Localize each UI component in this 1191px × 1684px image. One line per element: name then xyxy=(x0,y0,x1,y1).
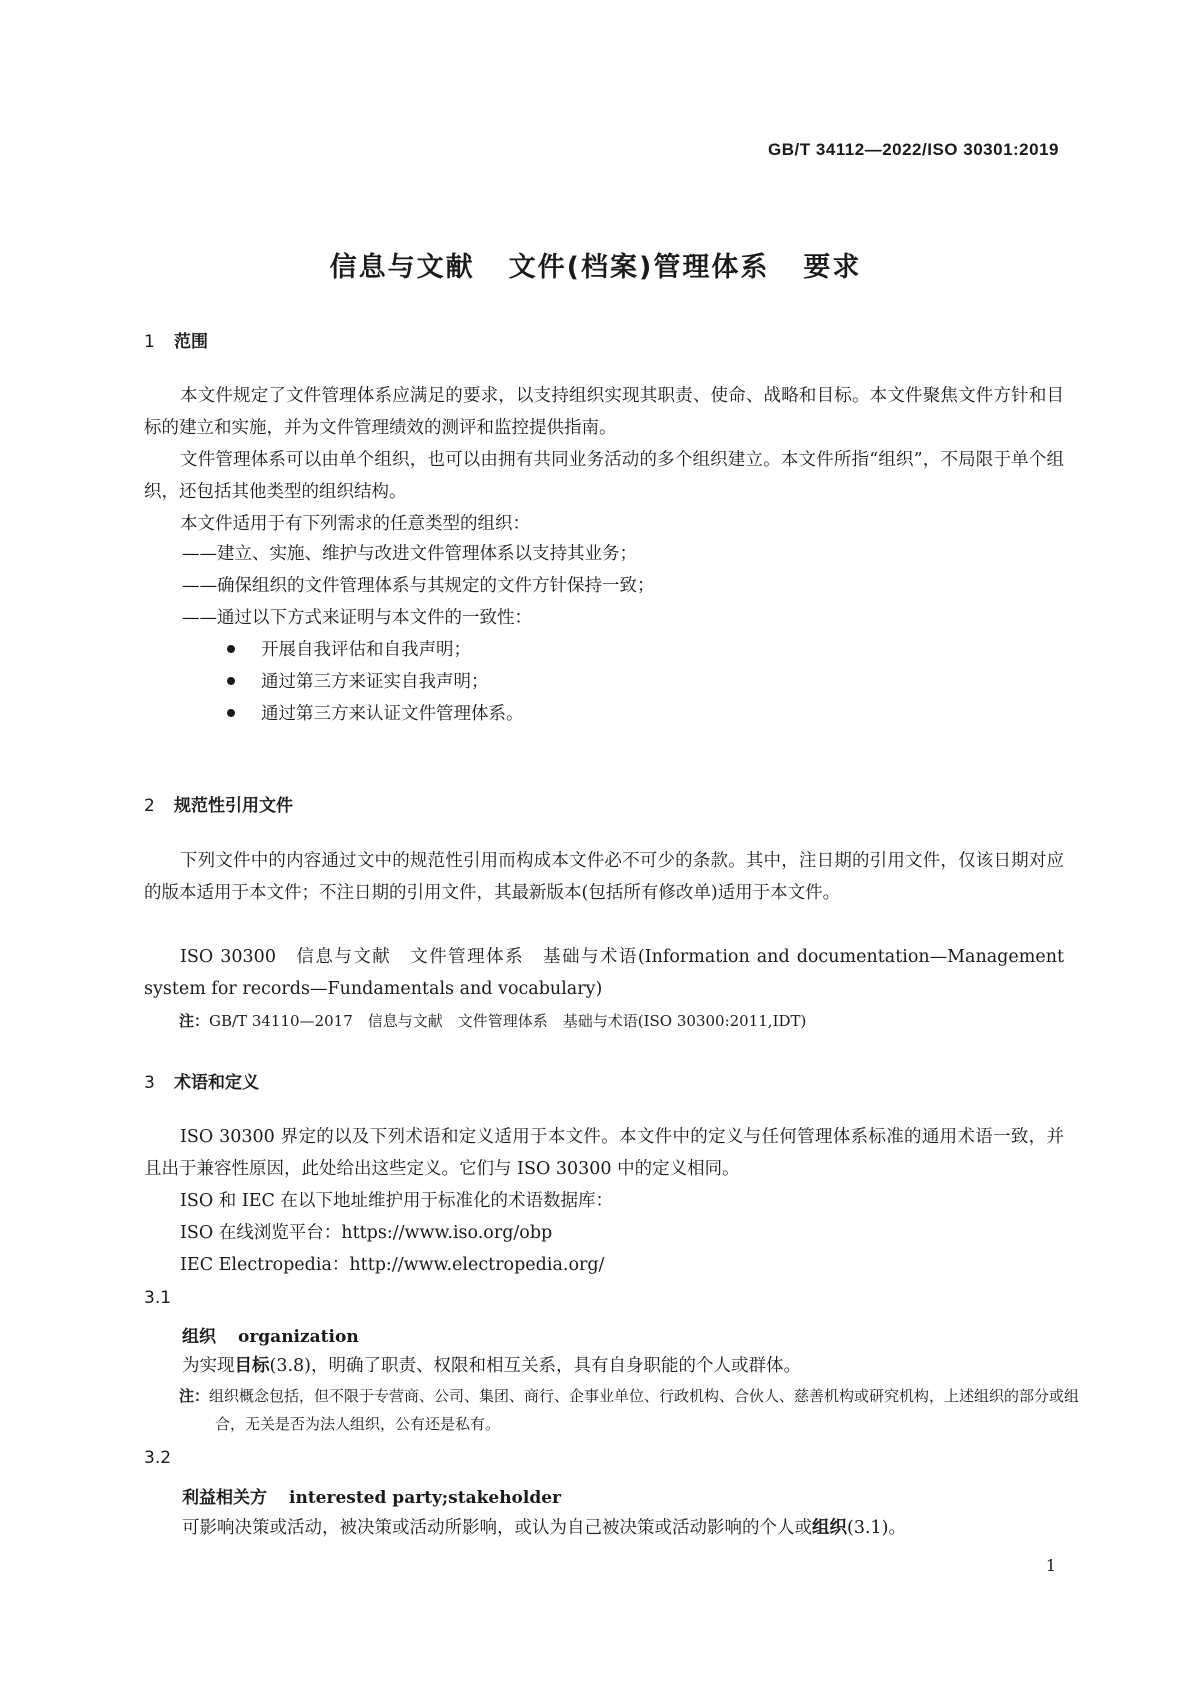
section-2-paragraph-1: 下列文件中的内容通过文中的规范性引用而构成本文件必不可少的条款。其中，注日期的引用文件，仅该日期对应的版本适用于本文件；不注日期的引用文件，其最新版本(包括所有修改单)适用于本文件。 xyxy=(144,851,1064,903)
term-3-2-definition: 可影响决策或活动，被决策或活动所影响，或认为自己被决策或活动影响的个人或组织(3.1)。 xyxy=(182,1518,906,1538)
bullet-icon xyxy=(227,709,235,717)
bullet-icon xyxy=(227,677,235,685)
term-link-organization[interactable]: 组织 xyxy=(812,1518,847,1538)
title-part-1: 信息与文献 xyxy=(329,252,475,283)
normative-reference: ISO 30300 信息与文献 文件管理体系 基础与术语(Information and documentation—Management system for records—Fundamentals and vocabulary) xyxy=(144,947,1064,999)
dash-item-3: ——通过以下方式来证明与本文件的一致性： xyxy=(182,608,532,628)
term-3-1-definition: 为实现目标(3.8)，明确了职责、权限和相互关系，具有自身职能的个人或群体。 xyxy=(182,1356,801,1376)
term-3-1-name: 组织 organization xyxy=(182,1327,359,1347)
iec-electropedia-line: IEC Electropedia：http://www.electropedia.org/ xyxy=(180,1255,605,1275)
title-part-2: 文件(档案)管理体系 xyxy=(508,252,770,283)
section-3-paragraph-2: ISO 和 IEC 在以下地址维护用于标准化的术语数据库： xyxy=(180,1191,614,1211)
term-3-2-number: 3.2 xyxy=(144,1448,172,1468)
dash-item-1: ——建立、实施、维护与改进文件管理体系以支持其业务； xyxy=(182,544,637,564)
page-number: 1 xyxy=(1045,1556,1056,1575)
term-3-2-name: 利益相关方 interested party;stakeholder xyxy=(182,1488,562,1508)
bullet-item-1: 开展自我评估和自我声明； xyxy=(227,636,471,661)
section-2-note: 注：GB/T 34110—2017 信息与文献 文件管理体系 基础与术语(ISO 30300:2011,IDT) xyxy=(179,1012,807,1030)
section-1-paragraph-1: 本文件规定了文件管理体系应满足的要求，以支持组织实现其职责、使命、战略和目标。本文件聚焦文件方针和目标的建立和实施，并为文件管理绩效的测评和监控提供指南。 xyxy=(144,386,1064,438)
term-3-1-number: 3.1 xyxy=(144,1288,172,1308)
dash-item-2: ——确保组织的文件管理体系与其规定的文件方针保持一致； xyxy=(182,576,655,596)
section-1-heading: 1 范围 xyxy=(144,332,208,352)
section-1-paragraph-2: 文件管理体系可以由单个组织，也可以由拥有共同业务活动的多个组织建立。本文件所指“组织”，不局限于单个组织，还包括其他类型的组织结构。 xyxy=(144,450,1064,502)
term-link-objective[interactable]: 目标 xyxy=(234,1356,270,1376)
section-3-heading: 3 术语和定义 xyxy=(144,1073,259,1093)
section-2-heading: 2 规范性引用文件 xyxy=(144,796,293,816)
bullet-item-2: 通过第三方来证实自我声明； xyxy=(227,668,489,693)
section-3-paragraph-1: ISO 30300 界定的以及下列术语和定义适用于本文件。本文件中的定义与任何管理体系标准的通用术语一致，并且出于兼容性原因，此处给出这些定义。它们与 ISO 30300 中的定义相同。 xyxy=(144,1127,1064,1179)
title-part-3: 要求 xyxy=(803,252,862,283)
section-1-paragraph-3: 本文件适用于有下列需求的任意类型的组织： xyxy=(180,514,530,534)
bullet-icon xyxy=(227,645,235,653)
iso-obp-line: ISO 在线浏览平台：https://www.iso.org/obp xyxy=(180,1223,553,1243)
document-title xyxy=(0,245,1191,284)
standard-code: GB/T 34112—2022/ISO 30301:2019 xyxy=(768,140,1059,159)
bullet-item-3: 通过第三方来认证文件管理体系。 xyxy=(227,700,524,725)
term-3-1-note: 注：组织概念包括，但不限于专营商、公司、集团、商行、企事业单位、行政机构、合伙人、慈善机构或研究机构，上述组织的部分或组合，无关是否为法人组织，公有还是私有。 xyxy=(179,1387,1080,1433)
